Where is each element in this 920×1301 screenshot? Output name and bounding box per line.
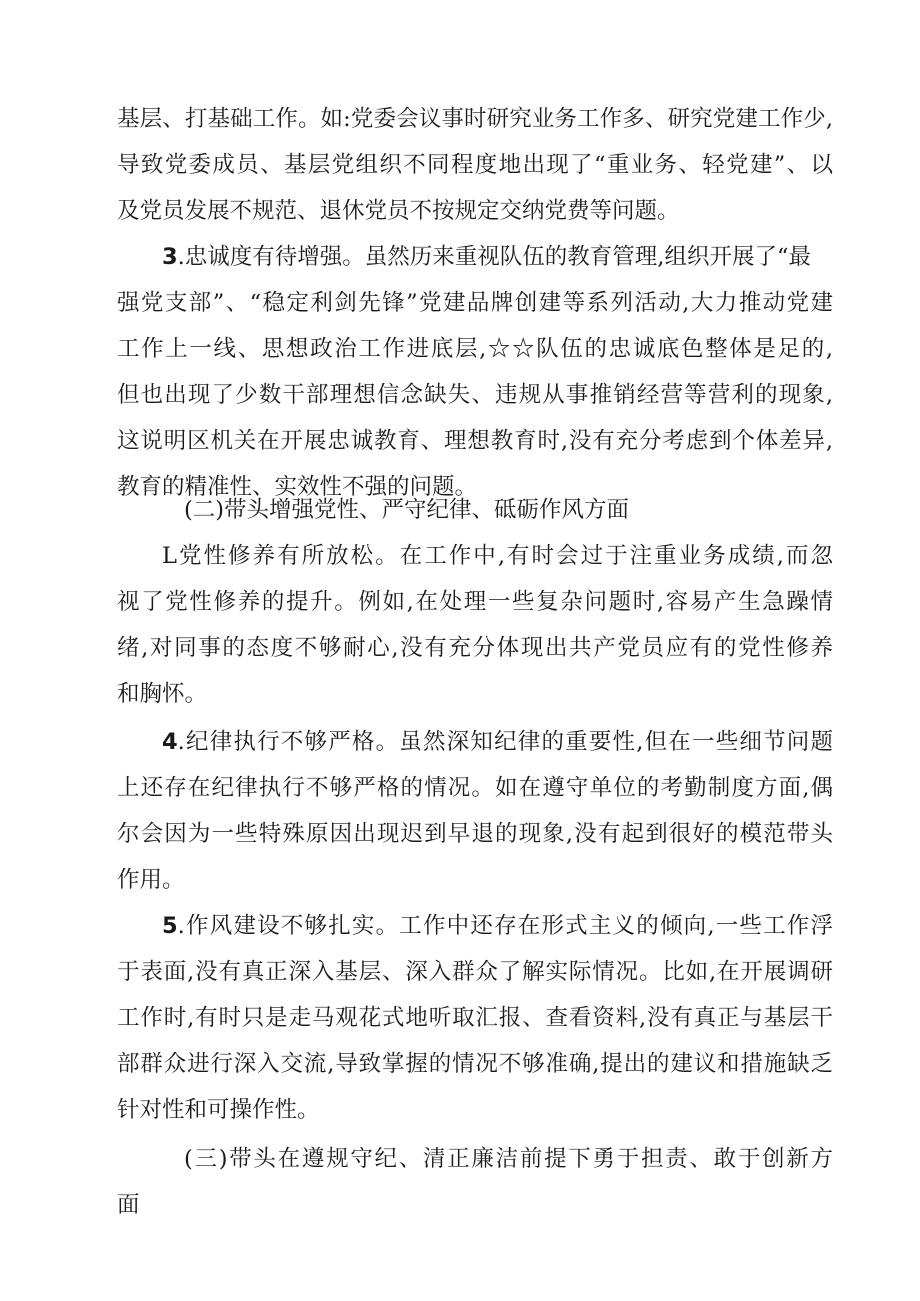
item-number: 5 [162,913,178,939]
text-line: 于表面,没有真正深入基层、深入群众了解实际情况。比如,在开展调研 [117,959,833,985]
item-number: 4 [162,729,178,755]
text-line: 工作上一线、思想政治工作进底层,☆☆队伍的忠诚底色整体是足的, [117,336,833,362]
text-line: 强党支部”、“稳定利剑先锋”党建品牌创建等系列活动,大力推动党建 [117,290,833,316]
text-line: 视了党性修养的提升。例如,在处理一些复杂问题时,容易产生急躁情 [117,589,833,615]
text-line: 和胸怀。 [117,681,208,707]
paragraph-4-first-line [162,719,833,765]
item-number: 3 [162,244,178,270]
text-line: 教育的精准性、实效性不强的问题。 [117,474,478,500]
text-line: 绪,对同事的态度不够耐心,没有充分体现出共产党员应有的党性修养 [117,635,833,661]
text-line: 尔会因为一些特殊原因出现迟到早退的现象,没有起到很好的模范带头 [117,821,833,847]
text-line: 基层、打基础工作。如:党委会议事时研究业务工作多、研究党建工作少, [117,106,833,132]
item-text: .忠诚度有待增强。虽然历来重视队伍的教育管理,组织开展了“最 [177,244,811,270]
text-line: 这说明区机关在开展忠诚教育、理想教育时,没有充分考虑到个体差异, [117,428,833,454]
text-line: 部群众进行深入交流,导致掌握的情况不够准确,提出的建议和措施缺乏 [117,1051,833,1077]
paragraph-3-first-line [162,234,833,280]
paragraph-5-first-line [162,903,833,949]
text-line: 及党员发展不规范、退休党员不按规定交纳党费等问题。 [117,198,680,224]
text-line: 导致党委成员、基层党组织不同程度地出现了“重业务、轻党建”、以 [117,152,833,178]
text-line: 针对性和可操作性。 [117,1097,320,1123]
text-line: 工作时,有时只是走马观花式地听取汇报、查看资料,没有真正与基层干 [117,1005,833,1031]
text-line: 上还存在纪律执行不够严格的情况。如在遵守单位的考勤制度方面,偶 [117,775,833,801]
section-heading-2: (二)带头增强党性、严守纪律、砥砺作风方面 [184,497,630,523]
text-line: 作用。 [117,867,185,893]
section-heading-3: (三)带头在遵规守纪、清正廉洁前提下勇于担责、敢于创新方 [184,1146,833,1172]
text-line: 面 [117,1192,140,1218]
item-text: .纪律执行不够严格。虽然深知纪律的重要性,但在一些细节问题 [177,729,833,755]
text-line: L党性修养有所放松。在工作中,有时会过于注重业务成绩,而忽 [162,543,833,569]
text-line: 但也出现了少数干部理想信念缺失、违规从事推销经营等营利的现象, [117,382,833,408]
item-text: .作风建设不够扎实。工作中还存在形式主义的倾向,一些工作浮 [177,913,833,939]
